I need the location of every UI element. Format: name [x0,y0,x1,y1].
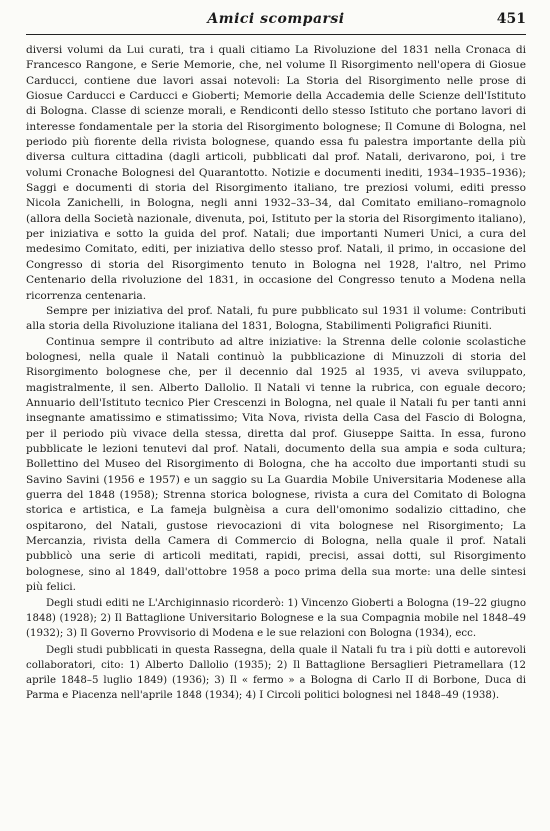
book-page [26,8,526,704]
paragraph-4: Degli studi editi ne L'Archiginnasio ricorderò: 1) Vincenzo Gioberti a Bologna (19–22 giugno 1848) (1928); 2) Il Battaglione Universitario Bolognese e la sua Compagnia mobile nel 1848–49 (1932); 3) Il Governo Provvisorio di Modena e le sue relazioni con Bologna (1934), ecc. [26,598,526,640]
running-header [26,8,526,35]
page-body [26,43,526,704]
paragraph-1: diversi volumi da Lui curati, tra i quali citiamo La Rivoluzione del 1831 nella Cronaca di Francesco Rangone, e Serie Memorie, che, nel volume Il Risorgimento nell'opera di Giosue Carducci, contiene due lavori assai notevoli: La Storia del Risorgimento nelle prose di Giosue Carducci e Carducci e Gioberti; Memorie della Accademia delle Scienze dell'Istituto di Bologna. Classe di scienze morali, e Rendiconti dello stesso Istituto che portano lavori di interesse fondamentale per la storia del Risorgimento bolognese; Il Comune di Bologna, nel periodo più fiorente della rivista bolognese, quando essa fu palestra importante della più diversa cultura cittadina (dagli articoli, pubblicati dal prof. Natali, derivarono, poi, i tre volumi Cronache Bolognesi del Quarantotto. Notizie e documenti inediti, 1934–1935–1936); Saggi e documenti di storia del Risorgimento italiano, tre preziosi volumi, editi presso Nicola Zanichelli, in Bologna, negli anni 1932–33–34, dal Comitato emiliano–romagnolo (allora della Società nazionale, divenuta, poi, Istituto per la storia del Risorgimento italiano), per iniziativa e sotto la guida del prof. Natali; due importanti Numeri Unici, a cura del medesimo Comitato, editi, per iniziativa dello stesso prof. Natali, il primo, in occasione del Congresso di storia del Risorgimento tenuto in Bologna nel 1928, l'altro, nel Primo Centenario della rivoluzione del 1831, in occasione del Congresso tenuto a Modena nella ricorrenza centenaria. [26,44,526,302]
page-number: 451 [496,11,526,27]
paragraph-5: Degli studi pubblicati in questa Rassegna, della quale il Natali fu tra i più dotti e autorevoli collaboratori, cito: 1) Alberto Dallolio (1935); 2) Il Battaglione Bersaglieri Pietramellara (12 aprile 1848–5 luglio 1849) (1936); 3) Il « fermo » a Bologna di Carlo II di Borbone, Duca di Parma e Piacenza nell'aprile 1848 (1934); 4) I Circoli politici bolognesi nel 1848–49 (1938). [26,645,526,701]
running-title: Amici scomparsi [207,11,345,27]
paragraph-2: Sempre per iniziativa del prof. Natali, fu pure pubblicato sul 1931 il volume: Contributi alla storia della Rivoluzione italiana del 1831, Bologna, Stabilimenti Poligrafici Riuniti. [26,304,526,333]
paragraph-3: Continua sempre il contributo ad altre iniziative: la Strenna delle colonie scolastiche bolognesi, nella quale il Natali continuò la pubblicazione di Minuzzoli di storia del Risorgimento bolognese che, per il decennio dal 1925 al 1935, vi aveva sviluppato, magistralmente, il sen. Alberto Dallolio. Il Natali vi tenne la rubrica, con eguale decoro; Annuario dell'Istituto tecnico Pier Crescenzi in Bologna, nel quale il Natali fu per tanti anni insegnante amatissimo e stimatissimo; Vita Nova, rivista della Casa del Fascio di Bologna, per il periodo più vivace della stessa, diretta dal prof. Giuseppe Saitta. In essa, furono pubblicate le lezioni tenutevi dal prof. Natali, documento della sua ampia e soda cultura; Bollettino del Museo del Risorgimento di Bologna, che ha accolto due importanti studi su Savino Savini (1956 e 1957) e un saggio su La Guardia Mobile Universitaria Modenese alla guerra del 1848 (1958); Strenna storica bolognese, rivista a cura del Comitato di Bologna storica e artistica, e La fameja bulgnèisa a cura dell'omonimo sodalizio cittadino, che ospitarono, del Natali, gustose rievocazioni di vita bolognese nel Risorgimento; La Mercanzia, rivista della Camera di Commercio di Bologna, nella quale il prof. Natali pubblicò una serie di articoli meditati, rapidi, precisi, assai dotti, sul Risorgimento bolognese, sino al 1849, dall'ottobre 1958 a poco prima della sua morte: una delle sintesi più felici. [26,335,526,594]
